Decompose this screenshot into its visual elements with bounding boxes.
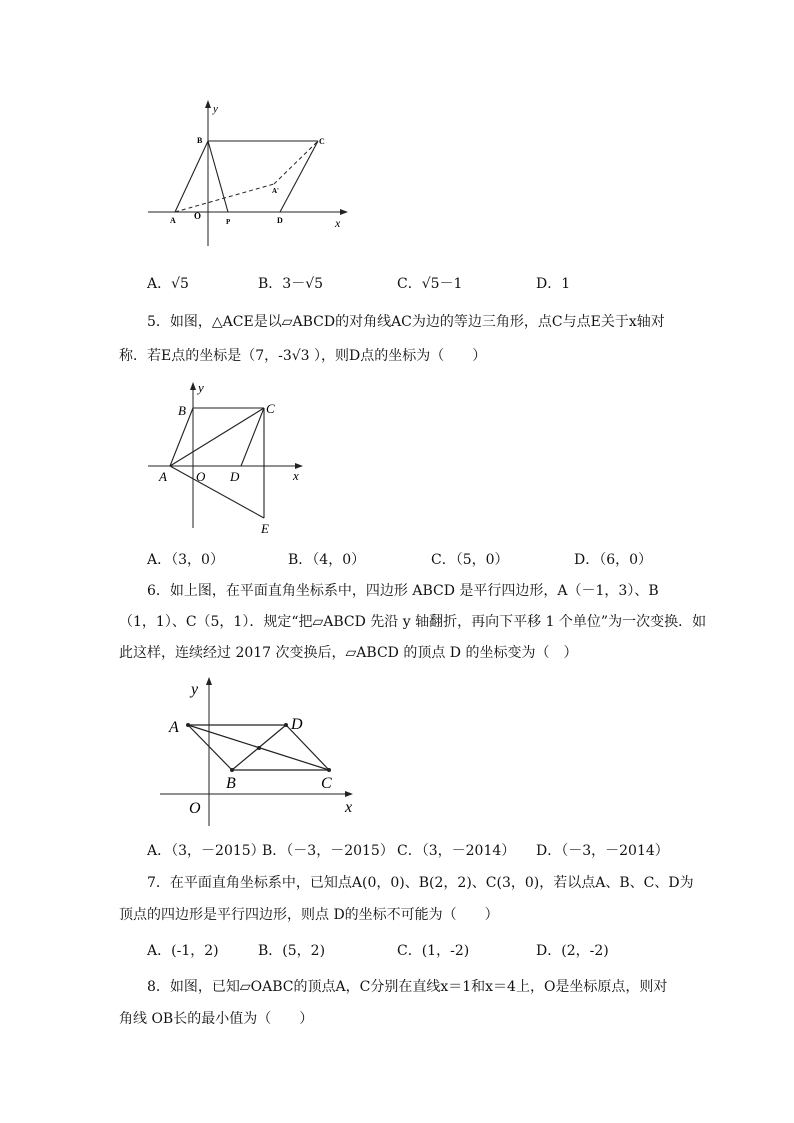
label-o: O bbox=[189, 800, 201, 817]
q5-text-line2: 称．若E点的坐标是（7，-3√3 ），则D点的坐标为（ ） bbox=[119, 348, 487, 364]
q6-text-line3: 此这样，连续经过 2017 次变换后，▱ABCD 的顶点 D 的坐标变为（ ） bbox=[119, 645, 578, 661]
label-c: C bbox=[266, 401, 275, 416]
q7-option-c[interactable]: C．(1，-2) bbox=[397, 943, 470, 959]
label-d: D bbox=[230, 469, 240, 484]
label-d: D bbox=[291, 716, 303, 733]
q5-option-a[interactable]: A．（3，0） bbox=[147, 552, 224, 568]
q5-option-c[interactable]: C．（5，0） bbox=[431, 552, 509, 568]
figure-q6 bbox=[155, 674, 370, 834]
dashed-a-a1 bbox=[175, 184, 274, 212]
q4-option-b[interactable]: B．3－√5 bbox=[258, 276, 324, 292]
label-x: x bbox=[293, 468, 299, 483]
point-b bbox=[230, 768, 234, 772]
label-b: B bbox=[226, 775, 236, 792]
y-axis-arrow bbox=[190, 382, 196, 390]
label-a1: A' bbox=[272, 187, 279, 195]
label-a: A bbox=[169, 719, 179, 736]
label-y: y bbox=[191, 681, 199, 698]
q4-option-c[interactable]: C．√5－1 bbox=[397, 276, 463, 292]
label-x: x bbox=[345, 799, 353, 816]
q5-option-d[interactable]: D．（6，0） bbox=[574, 552, 653, 568]
q5-text-line1: 5．如图，△ACE是以▱ABCD的对角线AC为边的等边三角形，点C与点E关于x轴对 bbox=[147, 314, 665, 330]
y-axis-arrow bbox=[206, 677, 212, 685]
q7-text-line2: 顶点的四边形是平行四边形，则点 D的坐标不可能为（ ） bbox=[119, 907, 499, 923]
q4-option-d[interactable]: D．1 bbox=[536, 276, 571, 292]
q6-text-line1: 6．如上图，在平面直角坐标系中，四边形 ABCD 是平行四边形，A（－1，3）、B bbox=[147, 583, 659, 599]
q7-text-line1: 7．在平面直角坐标系中，已知点A(0，0)、B(2，2)、C(3，0)，若以点A、B、C、D为 bbox=[147, 875, 694, 891]
point-center bbox=[257, 746, 261, 750]
label-x: x bbox=[335, 216, 341, 230]
figure-q5 bbox=[140, 378, 320, 538]
q6-text-line2: （1，1）、C（5，1）．规定“把▱ABCD 先沿 y 轴翻折，再向下平移 1 个单位”为一次变换．如 bbox=[119, 614, 707, 630]
segment-ae bbox=[170, 466, 264, 518]
label-y: y bbox=[213, 103, 218, 115]
dashed-a1-c bbox=[274, 141, 318, 184]
y-axis-arrow bbox=[205, 100, 211, 108]
q5-option-b[interactable]: B．（4，0） bbox=[288, 552, 366, 568]
q6-option-a[interactable]: A．（3，－2015） bbox=[147, 843, 265, 859]
q4-option-a[interactable]: A．√5 bbox=[147, 276, 189, 292]
q7-option-b[interactable]: B．(5，2) bbox=[258, 943, 326, 959]
q6-option-d[interactable]: D．（－3，－2014） bbox=[536, 843, 669, 859]
x-axis-arrow bbox=[340, 209, 348, 215]
label-a: A bbox=[159, 469, 167, 484]
label-b: B bbox=[197, 136, 203, 145]
q7-option-d[interactable]: D．(2，-2) bbox=[536, 943, 609, 959]
label-b: B bbox=[178, 403, 186, 418]
q6-option-b[interactable]: B．（－3，－2015） bbox=[262, 843, 394, 859]
segment-ab bbox=[175, 141, 208, 212]
label-e: E bbox=[261, 521, 269, 536]
label-o: O bbox=[194, 211, 202, 221]
label-c: C bbox=[321, 775, 332, 792]
point-a bbox=[186, 723, 190, 727]
segment-cd bbox=[280, 141, 318, 212]
label-a: A bbox=[170, 216, 176, 225]
q7-option-a[interactable]: A．(-1，2) bbox=[147, 943, 219, 959]
point-c bbox=[327, 768, 331, 772]
point-d bbox=[284, 723, 288, 727]
label-d: D bbox=[277, 216, 283, 225]
q6-option-c[interactable]: C．（3，－2014） bbox=[397, 843, 516, 859]
x-axis-arrow bbox=[345, 791, 353, 797]
label-y: y bbox=[198, 380, 204, 395]
q8-text-line1: 8．如图，已知▱OABC的顶点A，C分别在直线x＝1和x＝4上，O是坐标原点，则对 bbox=[147, 979, 668, 995]
label-o: O bbox=[196, 469, 206, 484]
q8-text-line2: 角线 OB长的最小值为（ ） bbox=[119, 1011, 314, 1027]
label-c: C bbox=[319, 137, 325, 146]
figure-1 bbox=[140, 96, 360, 246]
segment-cd bbox=[241, 408, 264, 466]
label-p: P bbox=[226, 218, 231, 226]
